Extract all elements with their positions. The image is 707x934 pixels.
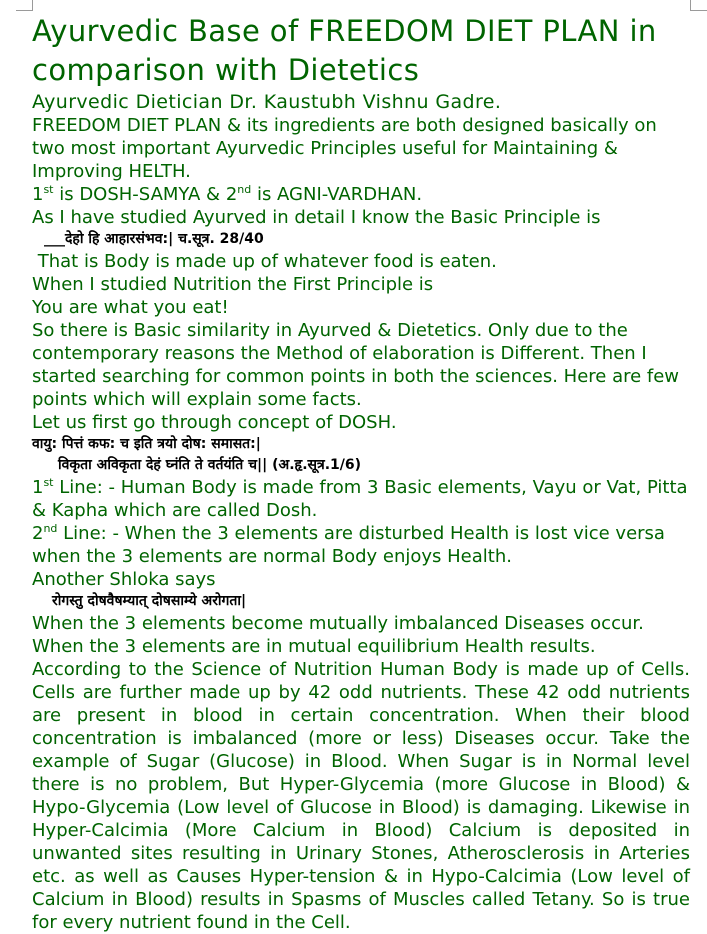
document-body bbox=[32, 12, 690, 934]
shloka-vagbhata-line-2: विकृता अविकृता देहं घ्नंति ते वर्तयंति च|| (अ.हृ.सूत्र.1/6) bbox=[58, 457, 362, 473]
line-2-suffix: nd bbox=[43, 522, 58, 535]
line-1-suffix: st bbox=[43, 476, 54, 489]
line-2-text: Line: - When the 3 elements are disturbed Health is lost vice versa when the 3 elements are normal Body enjoys Health. bbox=[32, 523, 665, 567]
another-shloka-paragraph: Another Shloka says bbox=[32, 569, 216, 590]
nutrition-paragraph: When I studied Nutrition the First Principle is bbox=[32, 274, 434, 295]
line-2-explanation bbox=[32, 522, 690, 568]
nutrition-science-paragraph: According to the Science of Nutrition Human Body is made up of Cells. Cells are further made up by 42 odd nutrients. These 42 odd nutrients are present in blood in certain concentration. When their blood concentration is imbalanced (more or less) Diseases occur. Take the example of Sugar (Glucose) in Blood. When Sugar is in Normal level there is no problem, But Hyper-Glycemia (more Glucose in Blood) & Hypo-Glycemia (Low level of Glucose in Blood) is damaging. Likewise in Hyper-Calcimia (More Calcium in Blood) Calcium is deposited in unwanted sites resulting in Urinary Stones, Atherosclerosis in Arteries etc. as well as Causes Hyper-tension & in Hypo-Calcimia (Low level of Calcium in Blood) results in Spasms of Muscles called Tetany. So is true for every nutrient found in the Cell. bbox=[32, 659, 690, 933]
author-line: Ayurvedic Dietician Dr. Kaustubh Vishnu Gadre. bbox=[32, 91, 502, 113]
principle-2-text: is AGNI-VARDHAN. bbox=[251, 184, 423, 205]
body-paragraph bbox=[32, 250, 690, 273]
studied-paragraph: As I have studied Ayurved in detail I know the Basic Principle is bbox=[32, 207, 601, 228]
document-title: Ayurvedic Base of FREEDOM DIET PLAN in comparison with Dietetics bbox=[32, 14, 657, 87]
principle-1-suffix: st bbox=[43, 183, 54, 196]
page-corner-mark-left bbox=[16, 0, 33, 11]
intro-paragraph: FREEDOM DIET PLAN & its ingredients are both designed basically on two most important Ayurvedic Principles useful for Maintaining & Improving HELTH. bbox=[32, 115, 657, 182]
shloka-vagbhata-line-1: वायु: पित्तं कफ: च इति त्रयो दोष: समासत:| bbox=[32, 436, 261, 452]
line-1-text: Line: - Human Body is made from 3 Basic elements, Vayu or Vat, Pitta & Kapha which are called Dosh. bbox=[32, 477, 688, 521]
shloka-roga: रोगस्तु दोषवैषम्यात् दोषसाम्ये अरोगता| bbox=[52, 593, 247, 609]
equilibrium-paragraph: When the 3 elements are in mutual equilibrium Health results. bbox=[32, 636, 596, 657]
principle-2-suffix: nd bbox=[237, 183, 252, 196]
principles-line bbox=[32, 183, 690, 206]
dosh-paragraph: Let us first go through concept of DOSH. bbox=[32, 412, 397, 433]
line-1-explanation bbox=[32, 476, 690, 522]
line-2-number: 2 bbox=[32, 523, 44, 544]
principle-1-text: is DOSH-SAMYA & bbox=[53, 184, 226, 205]
line-1-number: 1 bbox=[32, 477, 44, 498]
eat-paragraph: You are what you eat! bbox=[32, 297, 229, 318]
imbalanced-paragraph: When the 3 elements become mutually imbalanced Diseases occur. bbox=[32, 613, 644, 634]
page-corner-mark-right bbox=[690, 0, 707, 11]
similarity-paragraph: So there is Basic similarity in Ayurved & Dietetics. Only due to the contemporary reasons the Method of elaboration is Different. Then I started searching for common points in both the sciences. Here are few points which will explain some facts. bbox=[32, 320, 680, 410]
principle-2-number: 2 bbox=[225, 184, 238, 205]
principle-1-number: 1 bbox=[32, 184, 44, 205]
shloka-charak: ___देहो हि आहारसंभव:| च.सूत्र. 28/40 bbox=[44, 231, 264, 247]
body-text: That is Body is made up of whatever food is eaten. bbox=[37, 251, 497, 272]
